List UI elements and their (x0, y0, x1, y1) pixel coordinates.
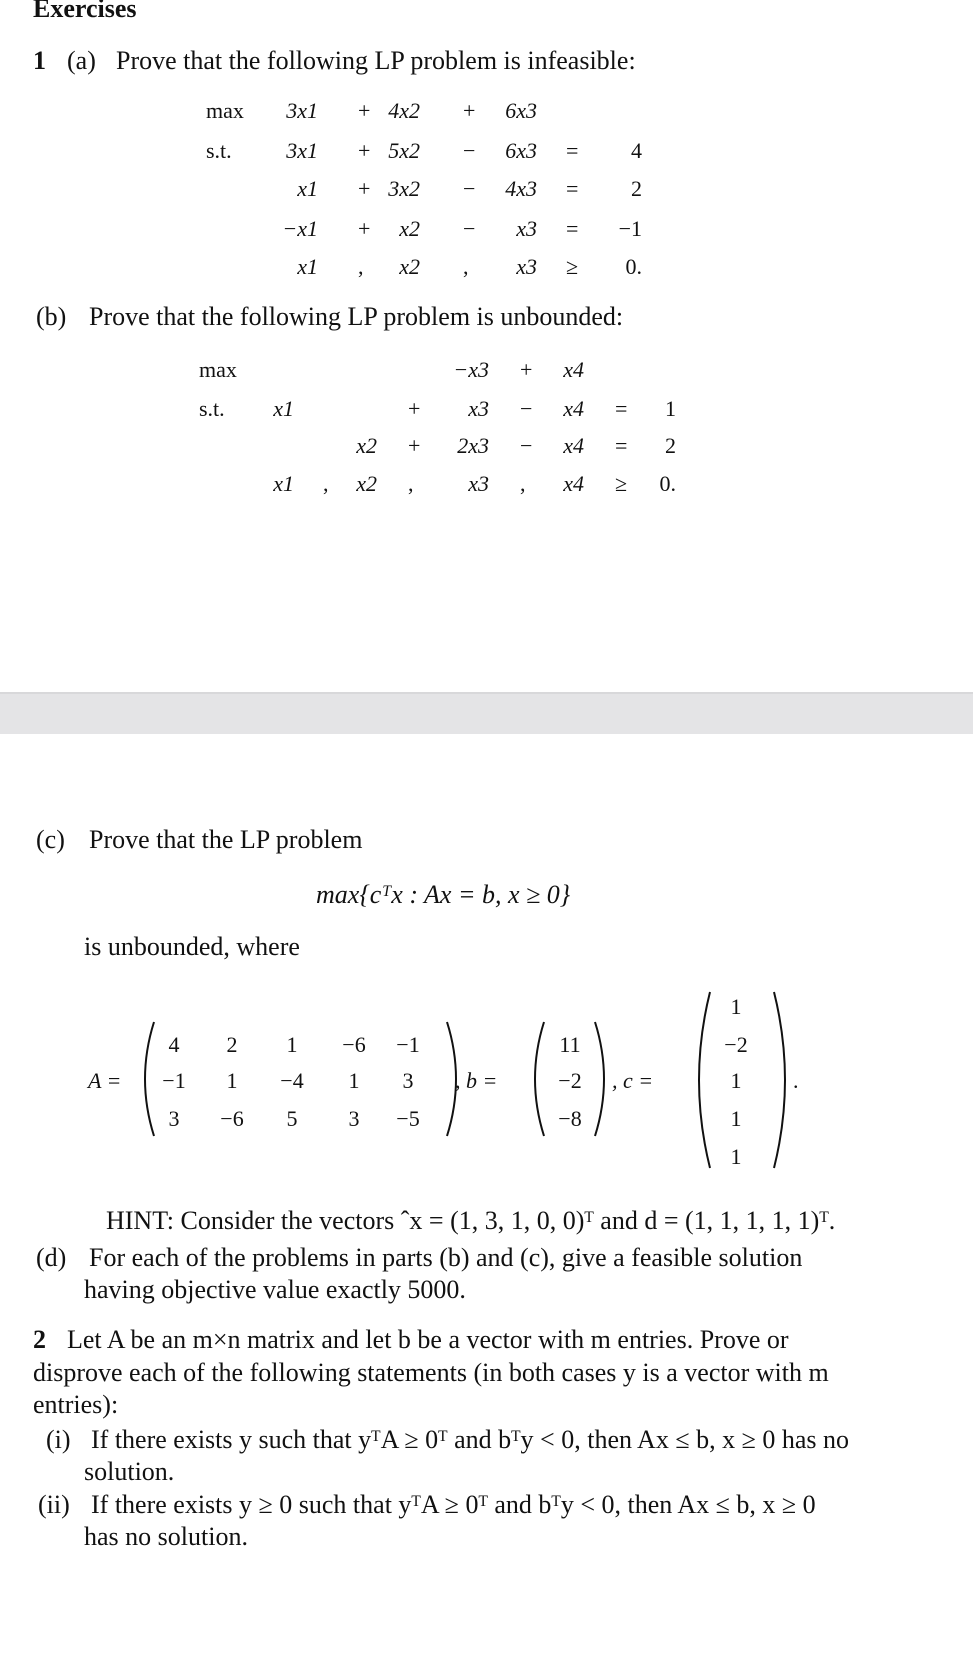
lp-b-cell: − (520, 433, 533, 458)
ex2-ii-label: (ii) (38, 1490, 70, 1519)
ex2-ii-line1: If there exists y ≥ 0 such that yᵀA ≥ 0ᵀ and bᵀy < 0, then Ax ≤ b, x ≥ 0 (91, 1490, 816, 1519)
vector-b-label-text: , b = (455, 1068, 498, 1093)
lp-a-cell: ≥ (566, 254, 579, 279)
part-b-text: Prove that the following LP problem is unbounded: (89, 302, 624, 331)
hint-text: HINT: Consider the vectors ˆx = (1, 3, 1, 0, 0)ᵀ and d = (1, 1, 1, 1, 1)ᵀ. (106, 1206, 836, 1235)
lp-b-cell: x1 (273, 396, 294, 421)
ex2-line2: disprove each of the following statements (in both cases y is a vector with m (33, 1358, 829, 1387)
lp-b-cell: x4 (563, 471, 584, 496)
matrix-a-entry: −6 (220, 1106, 244, 1131)
lp-b-cell: x1 (273, 471, 294, 496)
matrix-a-entry: −1 (162, 1068, 186, 1093)
lp-a-cell: −1 (618, 216, 642, 241)
lp-b-cell: 2 (665, 433, 676, 458)
lp-a-cell: − (463, 176, 476, 201)
part-b-label: (b) (36, 302, 67, 331)
lp-a-cell: max (206, 98, 244, 123)
lp-a-cell: 3x2 (388, 176, 420, 201)
part-d-line1: For each of the problems in parts (b) and (c), give a feasible solution (89, 1243, 803, 1272)
matrix-a-entry: 3 (168, 1106, 180, 1131)
vector-c-label: , c = (612, 1068, 654, 1093)
ex2-line3: entries): (33, 1390, 119, 1419)
lp-a-cell: −x1 (282, 216, 318, 241)
ex2-line1: Let A be an m×n matrix and let b be a vector with m entries. Prove or (67, 1325, 789, 1354)
exercise-number-2: 2 (33, 1325, 46, 1354)
lp-a-cell: + (463, 98, 476, 123)
matrix-a-entry: 1 (348, 1068, 360, 1093)
part-d-line2: having objective value exactly 5000. (84, 1275, 466, 1304)
lp-a-cell: x1 (297, 176, 318, 201)
lp-a-cell: x2 (399, 254, 420, 279)
part-a-label: (a) (67, 46, 96, 75)
lp-a-cell: = (566, 216, 579, 241)
lp-a-cell: − (463, 138, 476, 163)
lp-b-cell: x2 (356, 471, 377, 496)
part-c-label: (c) (36, 825, 65, 854)
lp-b-cell: , (408, 471, 414, 496)
lp-b-cell: −x3 (453, 357, 489, 382)
lp-a-cell: + (358, 216, 371, 241)
lp-b-cell: x2 (356, 433, 377, 458)
lp-a-cell: x3 (516, 254, 537, 279)
lp-a-cell: x2 (399, 216, 420, 241)
part-a-text: Prove that the following LP problem is infeasible: (116, 46, 636, 75)
matrix-a-entry: 5 (286, 1106, 298, 1131)
lp-b-cell: + (408, 433, 421, 458)
matrix-a-entry: 2 (226, 1032, 238, 1057)
lp-a-cell: 0. (625, 254, 642, 279)
vector-c-right-paren (772, 990, 790, 1170)
ex2-i-line2: solution. (84, 1457, 175, 1486)
lp-b-cell: + (408, 396, 421, 421)
lp-display-formula: max{cᵀx : Ax = b, x ≥ 0} (316, 880, 571, 909)
lp-a-cell: x3 (516, 216, 537, 241)
lp-a-cell: 6x3 (505, 98, 537, 123)
matrix-a-entry: 1 (226, 1068, 238, 1093)
lp-b-cell: , (520, 471, 526, 496)
vector-b-label (455, 1068, 497, 1094)
vector-c-entry: 1 (730, 1106, 742, 1131)
lp-b-cell: x3 (468, 396, 489, 421)
lp-a-cell: + (358, 176, 371, 201)
vector-b-entry: −2 (558, 1068, 582, 1093)
matrix-a-entry: 1 (286, 1032, 298, 1057)
lp-b-cell: s.t. (199, 396, 225, 421)
part-c-text: Prove that the LP problem (89, 825, 363, 854)
page-gap (0, 694, 973, 734)
lp-b-cell: , (323, 471, 329, 496)
lp-b-cell: − (520, 396, 533, 421)
lp-a-cell: + (358, 98, 371, 123)
matrix-a-label: A = (88, 1068, 122, 1093)
vector-c-entry: −2 (724, 1032, 748, 1057)
lp-a-cell: 3x1 (286, 138, 318, 163)
lp-a-cell: s.t. (206, 138, 232, 163)
matrix-a-entry: −6 (342, 1032, 366, 1057)
lp-b-cell: + (520, 357, 533, 382)
part-d-label: (d) (36, 1243, 67, 1272)
lp-a-cell: 4x3 (505, 176, 537, 201)
vector-c-entry: 1 (730, 1068, 742, 1093)
matrix-a-entry: 3 (402, 1068, 414, 1093)
section-heading: Exercises (33, 0, 137, 23)
matrix-a-entry: 3 (348, 1106, 360, 1131)
lp-b-cell: x4 (563, 357, 584, 382)
lp-a-cell: 6x3 (505, 138, 537, 163)
lp-a-cell: , (358, 254, 364, 279)
lp-a-cell: 3x1 (286, 98, 318, 123)
lp-a-cell: + (358, 138, 371, 163)
lp-a-cell: 5x2 (388, 138, 420, 163)
matrix-a-entry: −1 (396, 1032, 420, 1057)
lp-b-cell: x4 (563, 396, 584, 421)
exercise-number-1: 1 (33, 46, 46, 75)
lp-a-cell: − (463, 216, 476, 241)
lp-b-cell: = (615, 433, 628, 458)
lp-b-cell: = (615, 396, 628, 421)
lp-b-cell: x4 (563, 433, 584, 458)
lp-a-cell: = (566, 176, 579, 201)
vector-c-entry: 1 (730, 994, 742, 1019)
vector-c-entry: 1 (730, 1144, 742, 1169)
vector-b-entry: 11 (559, 1032, 581, 1057)
lp-b-cell: x3 (468, 471, 489, 496)
part-c-after: is unbounded, where (84, 932, 300, 961)
lp-b-cell: 0. (659, 471, 676, 496)
lp-a-cell: = (566, 138, 579, 163)
lp-a-cell: , (463, 254, 469, 279)
matrix-a-entry: 4 (168, 1032, 180, 1057)
ex2-i-label: (i) (46, 1425, 71, 1454)
matrix-end-period: . (793, 1068, 799, 1093)
lp-b-cell: max (199, 357, 237, 382)
vector-b-entry: −8 (558, 1106, 582, 1131)
lp-a-cell: 4x2 (388, 98, 420, 123)
matrix-a-entry: −5 (396, 1106, 420, 1131)
lp-b-cell: 1 (665, 396, 676, 421)
lp-a-cell: x1 (297, 254, 318, 279)
ex2-ii-line2: has no solution. (84, 1522, 248, 1551)
lp-b-cell: 2x3 (457, 433, 489, 458)
matrix-a-entry: −4 (280, 1068, 304, 1093)
lp-a-cell: 2 (631, 176, 642, 201)
ex2-i-line1: If there exists y such that yᵀA ≥ 0ᵀ and bᵀy < 0, then Ax ≤ b, x ≥ 0 has no (91, 1425, 850, 1454)
lp-b-cell: ≥ (615, 471, 628, 496)
lp-a-cell: 4 (631, 138, 642, 163)
